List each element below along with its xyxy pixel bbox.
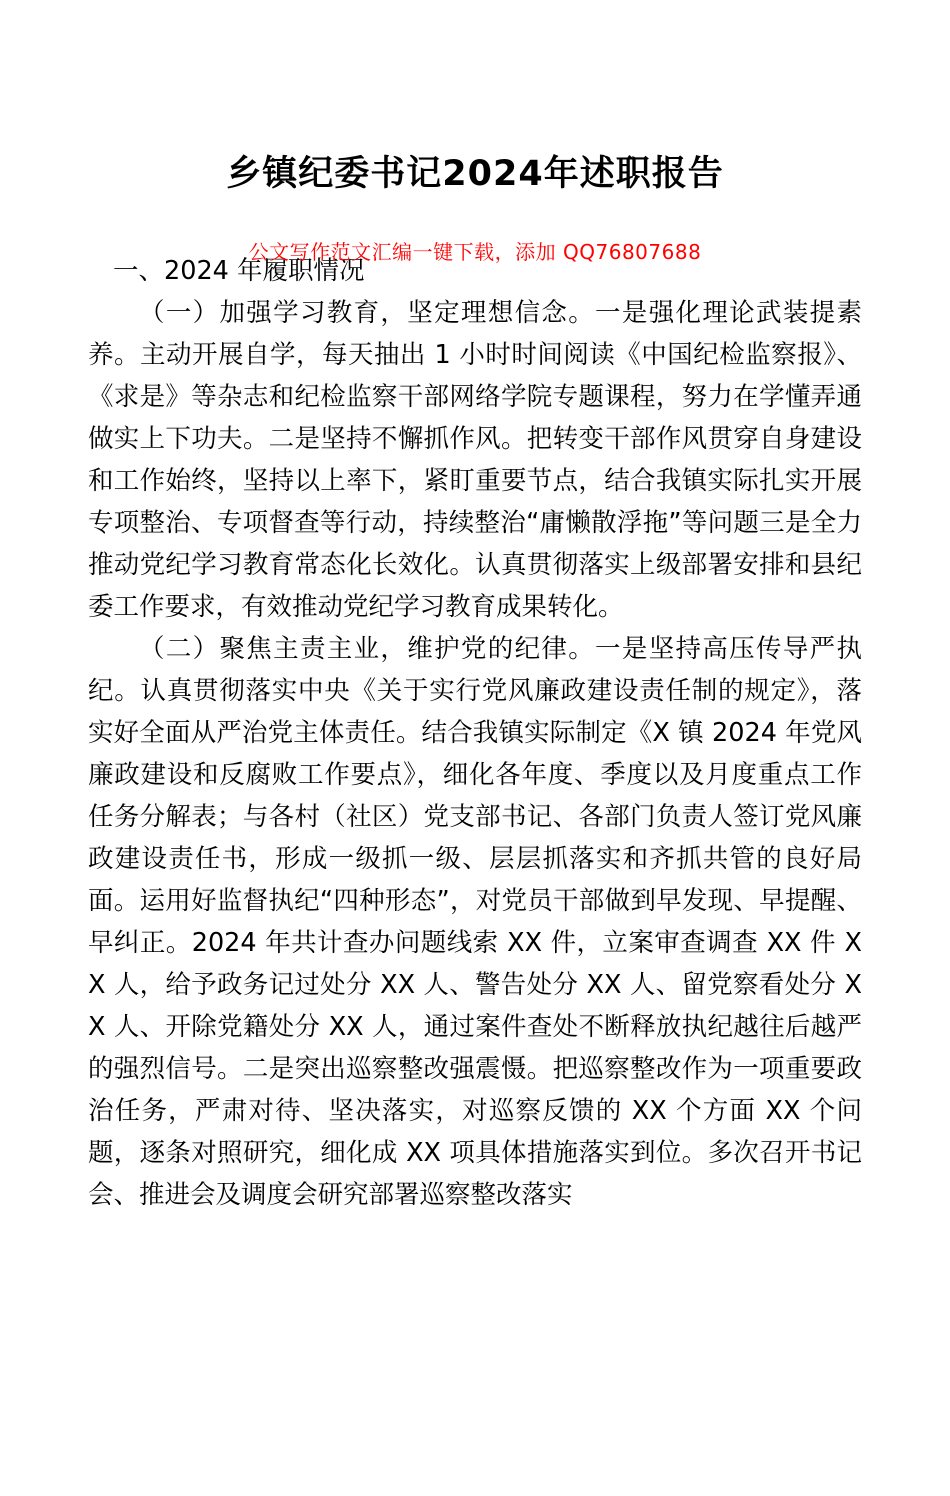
paragraph-2: （二）聚焦主责主业，维护党的纪律。一是坚持高压传导严执纪。认真贯彻落实中央《关于实行党风廉政建设责任制的规定》，落实好全面从严治党主体责任。结合我镇实际制定《X 镇 2024 年党风廉政建设和反腐败工作要点》，细化各年度、季度以及月度重点工作任务分解表；与各村（社区）党支部书记、各部门负责人签订党风廉政建设责任书，形成一级抓一级、层层抓落实和齐抓共管的良好局面。运用好监督执纪“四种形态”，对党员干部做到早发现、早提醒、早纠正。2024 年共计查办问题线索 XX 件，立案审查调查 XX 件 XX 人，给予政务记过处分 XX 人、警告处分 XX 人、留党察看处分 XX 人、开除党籍处分 XX 人，通过案件查处不断释放执纪越往后越严的强烈信号。二是突出巡察整改强震慑。把巡察整改作为一项重要政治任务，严肃对待、坚决落实，对巡察反馈的 XX 个方面 XX 个问题，逐条对照研究，细化成 XX 项具体措施落实到位。多次召开书记会、推进会及调度会研究部署巡察整改落实 — [88, 633, 862, 1210]
watermark-text: 公文写作范文汇编一键下载，添加 QQ76807688 — [248, 240, 702, 264]
section-heading: 一、2024 年履职情况 — [113, 255, 365, 286]
document-body — [88, 250, 862, 1216]
paragraph-1: （一）加强学习教育，坚定理想信念。一是强化理论武装提素养。主动开展自学，每天抽出 1 小时时间阅读《中国纪检监察报》、《求是》等杂志和纪检监察干部网络学院专题课程，努力在学懂弄通做实上下功夫。二是坚持不懈抓作风。把转变干部作风贯穿自身建设和工作始终，坚持以上率下，紧盯重要节点，结合我镇实际扎实开展专项整治、专项督查等行动，持续整治“庸懒散浮拖”等问题三是全力推动党纪学习教育常态化长效化。认真贯彻落实上级部署安排和县纪委工作要求，有效推动党纪学习教育成果转化。 — [88, 297, 862, 622]
page-title: 乡镇纪委书记2024年述职报告 — [226, 154, 724, 194]
document-page — [0, 152, 950, 1496]
